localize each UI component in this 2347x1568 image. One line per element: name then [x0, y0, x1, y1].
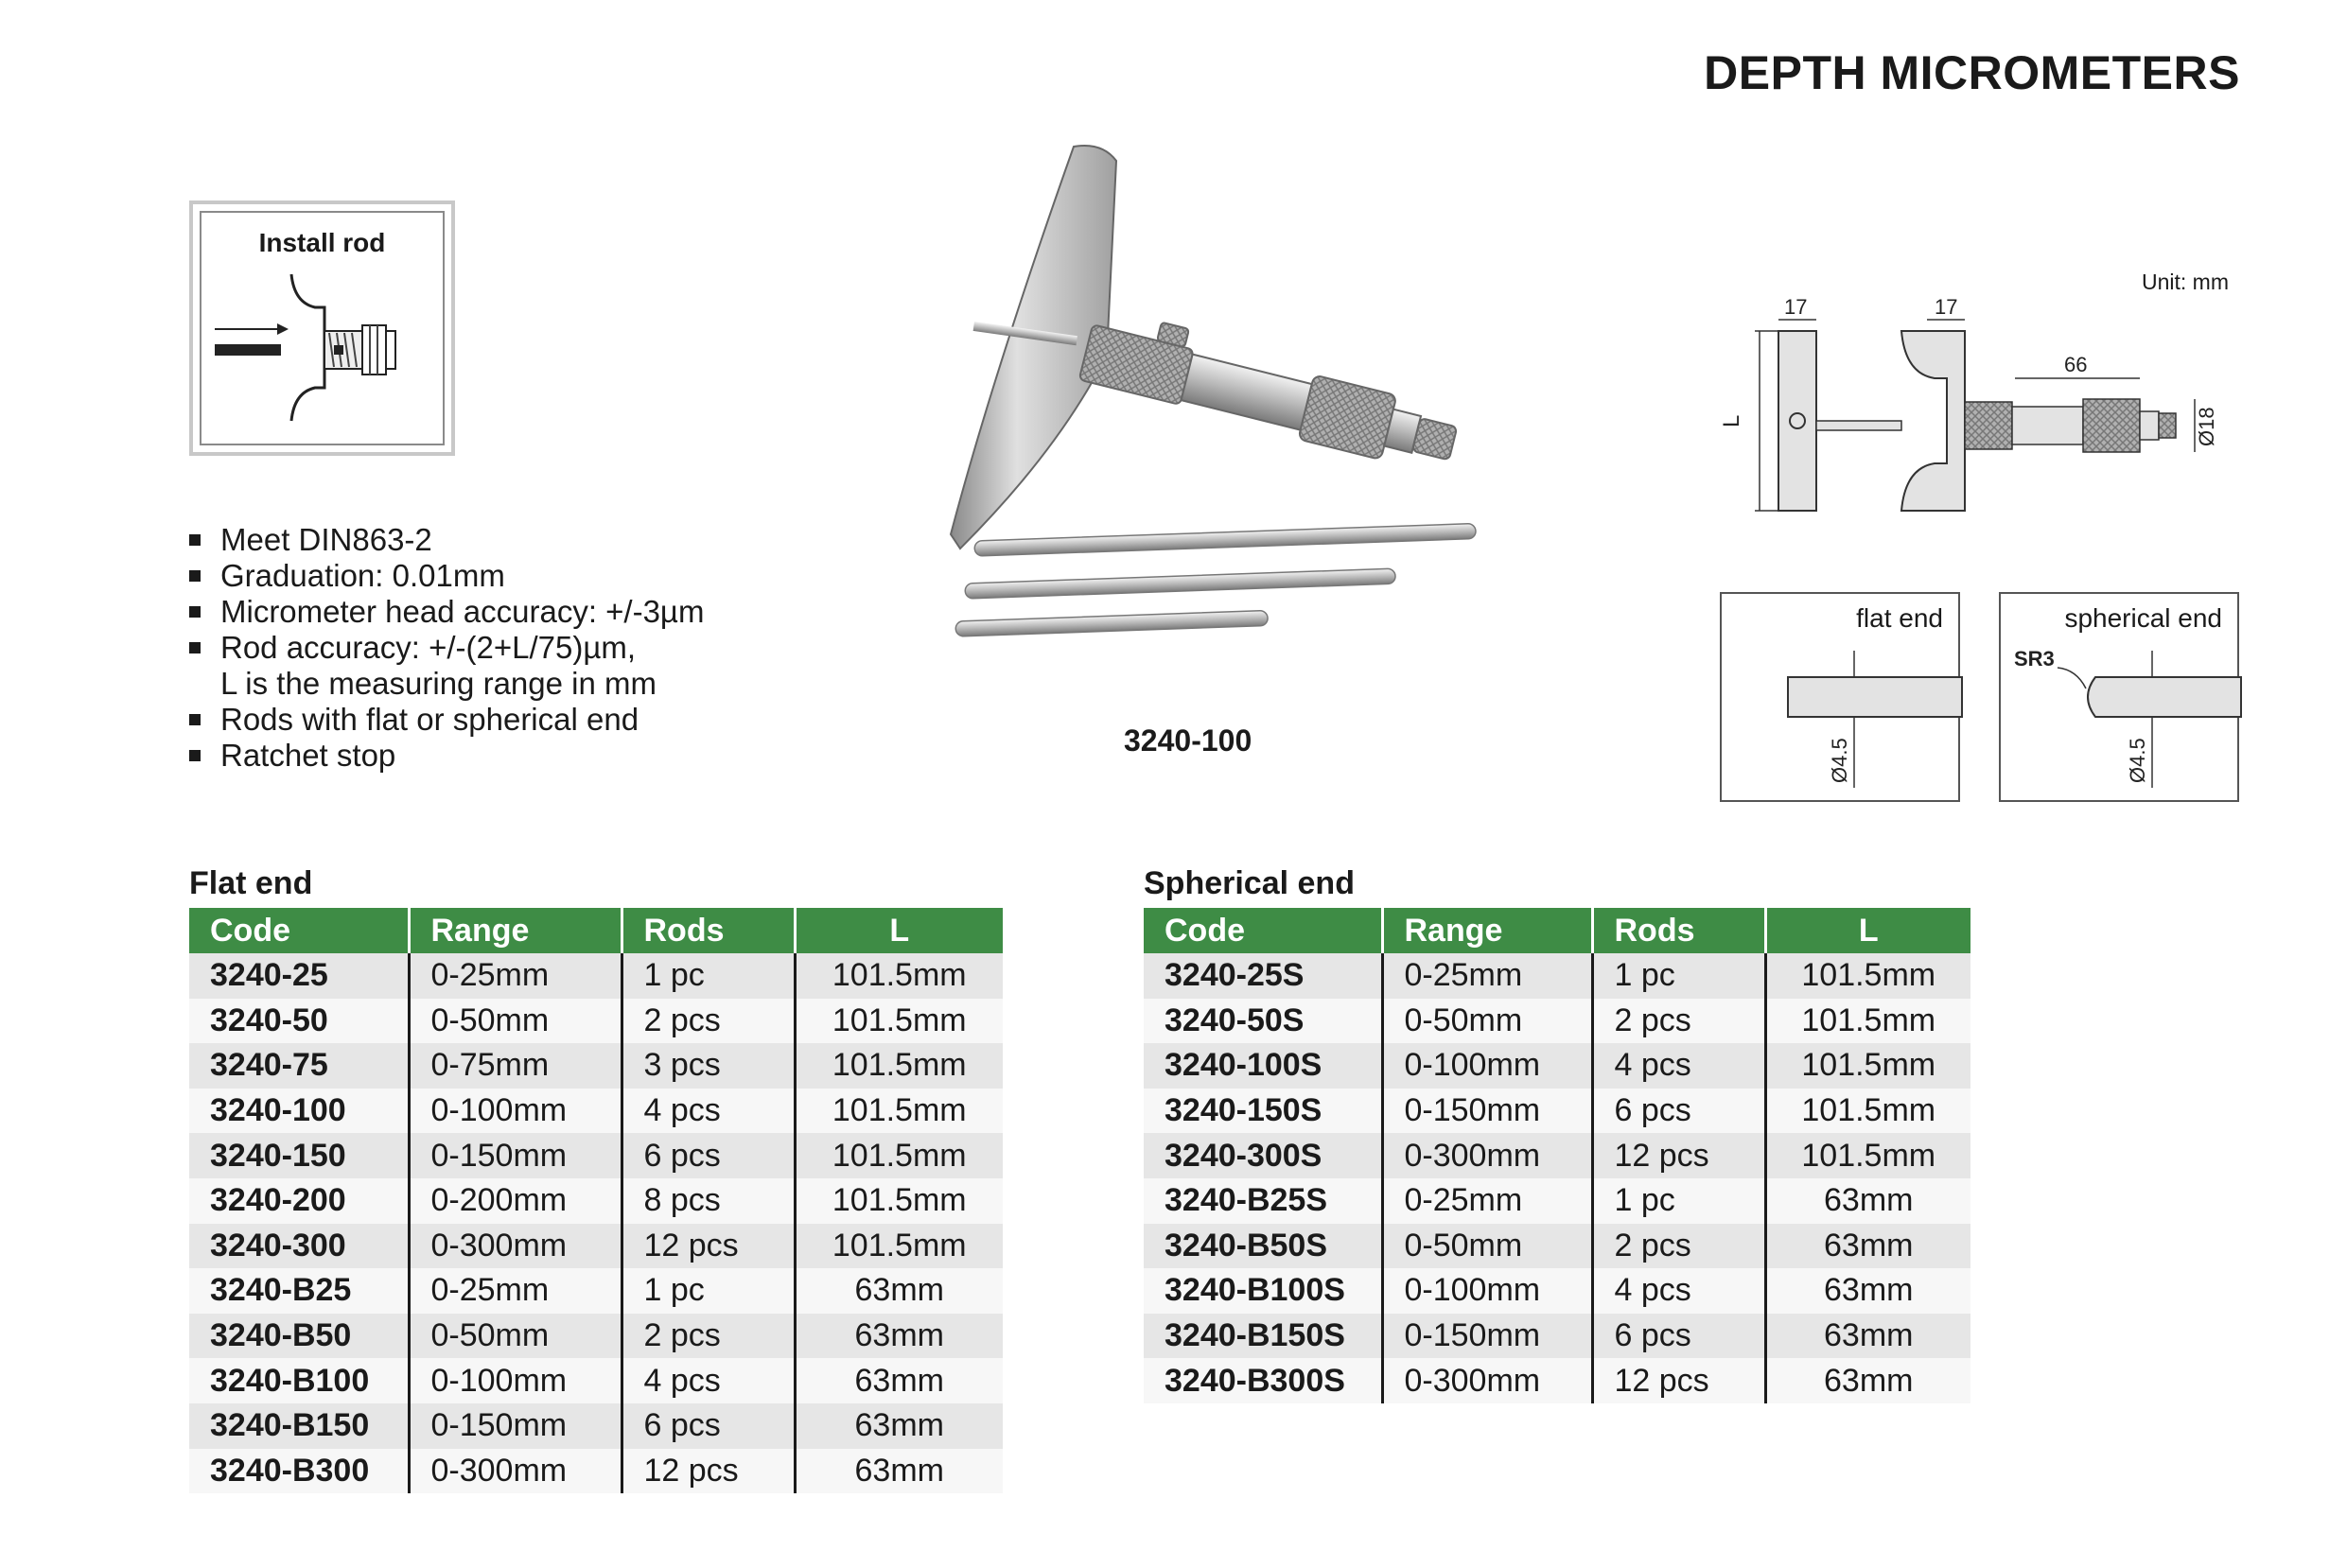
- cell-length: 63mm: [1765, 1224, 1970, 1269]
- cell-code: 3240-150S: [1144, 1089, 1382, 1134]
- dim-L: L: [1719, 414, 1744, 427]
- cell-rods: 12 pcs: [1592, 1133, 1765, 1178]
- table-header-row: [1144, 908, 1970, 953]
- dim-18: Ø18: [2195, 407, 2218, 446]
- cell-rods: 2 pcs: [1592, 999, 1765, 1044]
- bullet-icon: [189, 534, 201, 546]
- spherical-end-label: spherical end: [2064, 603, 2222, 633]
- cell-code: 3240-50S: [1144, 999, 1382, 1044]
- cell-rods: 4 pcs: [1592, 1043, 1765, 1089]
- table-row: [189, 1314, 1003, 1359]
- feature-item: Meet DIN863-2: [189, 522, 704, 558]
- cell-rods: 2 pcs: [1592, 1224, 1765, 1269]
- cell-length: 63mm: [1765, 1178, 1970, 1224]
- cell-code: 3240-B300: [189, 1449, 409, 1494]
- table-row: [1144, 1133, 1970, 1178]
- cell-rods: 12 pcs: [1592, 1358, 1765, 1403]
- feature-item-continued: L is the measuring range in mm: [220, 666, 657, 701]
- table-row: [189, 1133, 1003, 1178]
- table-row: [189, 953, 1003, 999]
- cell-range: 0-200mm: [409, 1178, 622, 1224]
- table-row: [189, 1178, 1003, 1224]
- spherical-end-diagram: [2001, 594, 2241, 804]
- table-row: [1144, 1224, 1970, 1269]
- cell-rods: 1 pc: [1592, 1178, 1765, 1224]
- feature-list: [189, 522, 704, 774]
- cell-rods: 2 pcs: [622, 999, 795, 1044]
- table-row: [1144, 1043, 1970, 1089]
- cell-code: 3240-B100S: [1144, 1268, 1382, 1314]
- cell-length: 101.5mm: [795, 999, 1003, 1044]
- column-header-rods: Rods: [622, 908, 795, 953]
- cell-code: 3240-25: [189, 953, 409, 999]
- install-rod-panel: [189, 200, 455, 456]
- product-photo: [937, 137, 1523, 667]
- cell-rods: 6 pcs: [1592, 1089, 1765, 1134]
- table-row: [189, 999, 1003, 1044]
- cell-range: 0-50mm: [1382, 999, 1592, 1044]
- cell-range: 0-150mm: [1382, 1314, 1592, 1359]
- cell-code: 3240-300S: [1144, 1133, 1382, 1178]
- cell-rods: 12 pcs: [622, 1224, 795, 1269]
- column-header-l: L: [1765, 908, 1970, 953]
- bullet-icon: [189, 606, 201, 618]
- table-row: [1144, 953, 1970, 999]
- flat-end-table: [189, 908, 1003, 1493]
- table-header-row: [189, 908, 1003, 953]
- install-rod-diagram: [201, 265, 450, 444]
- cell-range: 0-75mm: [409, 1043, 622, 1089]
- cell-rods: 8 pcs: [622, 1178, 795, 1224]
- table-row: [189, 1089, 1003, 1134]
- cell-rods: 6 pcs: [1592, 1314, 1765, 1359]
- cell-code: 3240-B100: [189, 1358, 409, 1403]
- cell-code: 3240-75: [189, 1043, 409, 1089]
- cell-range: 0-25mm: [1382, 953, 1592, 999]
- cell-length: 63mm: [795, 1403, 1003, 1449]
- cell-length: 63mm: [1765, 1358, 1970, 1403]
- cell-range: 0-300mm: [409, 1449, 622, 1494]
- dim-17-front: 17: [1784, 295, 1808, 319]
- cell-length: 101.5mm: [795, 953, 1003, 999]
- bullet-icon: [189, 642, 201, 653]
- feature-item: Micrometer head accuracy: +/-3µm: [189, 594, 704, 630]
- product-caption: 3240-100: [1124, 723, 1252, 758]
- cell-rods: 12 pcs: [622, 1449, 795, 1494]
- bullet-icon: [189, 750, 201, 761]
- cell-rods: 4 pcs: [1592, 1268, 1765, 1314]
- column-header-l: L: [795, 908, 1003, 953]
- cell-code: 3240-50: [189, 999, 409, 1044]
- cell-length: 101.5mm: [795, 1178, 1003, 1224]
- cell-range: 0-150mm: [1382, 1089, 1592, 1134]
- dim-66: 66: [2064, 353, 2088, 376]
- table-row: [1144, 1358, 1970, 1403]
- cell-code: 3240-100: [189, 1089, 409, 1134]
- cell-code: 3240-B50: [189, 1314, 409, 1359]
- cell-range: 0-50mm: [1382, 1224, 1592, 1269]
- table-row: [1144, 1089, 1970, 1134]
- cell-length: 101.5mm: [795, 1043, 1003, 1089]
- table-row: [189, 1268, 1003, 1314]
- cell-range: 0-25mm: [409, 953, 622, 999]
- column-header-range: Range: [409, 908, 622, 953]
- cell-code: 3240-200: [189, 1178, 409, 1224]
- dimension-drawing: [1719, 284, 2251, 520]
- cell-range: 0-100mm: [1382, 1043, 1592, 1089]
- cell-range: 0-300mm: [409, 1224, 622, 1269]
- sr3-label: SR3: [2014, 647, 2055, 671]
- spherical-end-diameter: Ø4.5: [2126, 738, 2149, 783]
- cell-rods: 4 pcs: [622, 1089, 795, 1134]
- cell-length: 63mm: [795, 1358, 1003, 1403]
- cell-range: 0-25mm: [409, 1268, 622, 1314]
- bullet-icon: [189, 714, 201, 725]
- cell-range: 0-100mm: [409, 1358, 622, 1403]
- cell-range: 0-300mm: [1382, 1358, 1592, 1403]
- cell-length: 63mm: [1765, 1314, 1970, 1359]
- cell-range: 0-50mm: [409, 999, 622, 1044]
- cell-code: 3240-B150: [189, 1403, 409, 1449]
- bullet-icon: [189, 570, 201, 582]
- cell-rods: 6 pcs: [622, 1133, 795, 1178]
- table-row: [1144, 1268, 1970, 1314]
- cell-range: 0-150mm: [409, 1403, 622, 1449]
- cell-code: 3240-B25: [189, 1268, 409, 1314]
- cell-length: 63mm: [795, 1314, 1003, 1359]
- cell-length: 101.5mm: [1765, 999, 1970, 1044]
- cell-rods: 2 pcs: [622, 1314, 795, 1359]
- table-row: [1144, 1314, 1970, 1359]
- cell-code: 3240-B25S: [1144, 1178, 1382, 1224]
- install-rod-title: Install rod: [258, 228, 386, 257]
- cell-length: 101.5mm: [1765, 1043, 1970, 1089]
- cell-rods: 1 pc: [1592, 953, 1765, 999]
- column-header-code: Code: [1144, 908, 1382, 953]
- cell-rods: 1 pc: [622, 1268, 795, 1314]
- flat-end-label: flat end: [1856, 603, 1943, 633]
- page-title: DEPTH MICROMETERS: [1704, 46, 2240, 99]
- flat-end-diagram: [1722, 594, 1962, 804]
- cell-code: 3240-25S: [1144, 953, 1382, 999]
- column-header-rods: Rods: [1592, 908, 1765, 953]
- column-header-range: Range: [1382, 908, 1592, 953]
- cell-code: 3240-150: [189, 1133, 409, 1178]
- cell-length: 101.5mm: [795, 1089, 1003, 1134]
- cell-range: 0-50mm: [409, 1314, 622, 1359]
- dim-17-side: 17: [1935, 295, 1958, 319]
- table-row: [189, 1449, 1003, 1494]
- feature-item: Rods with flat or spherical end: [189, 702, 704, 738]
- cell-rods: 1 pc: [622, 953, 795, 999]
- flat-end-detail: [1720, 592, 1960, 802]
- cell-range: 0-100mm: [1382, 1268, 1592, 1314]
- cell-rods: 6 pcs: [622, 1403, 795, 1449]
- feature-item: Rod accuracy: +/-(2+L/75)µm,: [189, 630, 704, 666]
- feature-item: Ratchet stop: [189, 738, 704, 774]
- table-row: [1144, 999, 1970, 1044]
- cell-range: 0-150mm: [409, 1133, 622, 1178]
- cell-length: 63mm: [1765, 1268, 1970, 1314]
- cell-rods: 4 pcs: [622, 1358, 795, 1403]
- cell-code: 3240-B50S: [1144, 1224, 1382, 1269]
- table-row: [189, 1403, 1003, 1449]
- cell-range: 0-300mm: [1382, 1133, 1592, 1178]
- cell-range: 0-100mm: [409, 1089, 622, 1134]
- cell-rods: 3 pcs: [622, 1043, 795, 1089]
- table-row: [189, 1358, 1003, 1403]
- unit-label: Unit: mm: [2142, 270, 2229, 294]
- table-row: [1144, 1178, 1970, 1224]
- column-header-code: Code: [189, 908, 409, 953]
- cell-length: 101.5mm: [1765, 1133, 1970, 1178]
- spherical-end-table: [1144, 908, 1970, 1403]
- cell-code: 3240-100S: [1144, 1043, 1382, 1089]
- feature-item: Graduation: 0.01mm: [189, 558, 704, 594]
- cell-range: 0-25mm: [1382, 1178, 1592, 1224]
- cell-length: 101.5mm: [795, 1133, 1003, 1178]
- cell-code: 3240-B300S: [1144, 1358, 1382, 1403]
- flat-end-diameter: Ø4.5: [1828, 738, 1851, 783]
- cell-length: 63mm: [795, 1449, 1003, 1494]
- cell-code: 3240-300: [189, 1224, 409, 1269]
- cell-length: 101.5mm: [1765, 953, 1970, 999]
- spherical-end-detail: [1999, 592, 2239, 802]
- install-rod-frame: [200, 211, 445, 445]
- flat-end-title: Flat end: [189, 865, 313, 901]
- table-row: [189, 1043, 1003, 1089]
- spherical-end-title: Spherical end: [1144, 865, 1355, 901]
- cell-length: 101.5mm: [1765, 1089, 1970, 1134]
- cell-length: 63mm: [795, 1268, 1003, 1314]
- cell-code: 3240-B150S: [1144, 1314, 1382, 1359]
- table-row: [189, 1224, 1003, 1269]
- cell-length: 101.5mm: [795, 1224, 1003, 1269]
